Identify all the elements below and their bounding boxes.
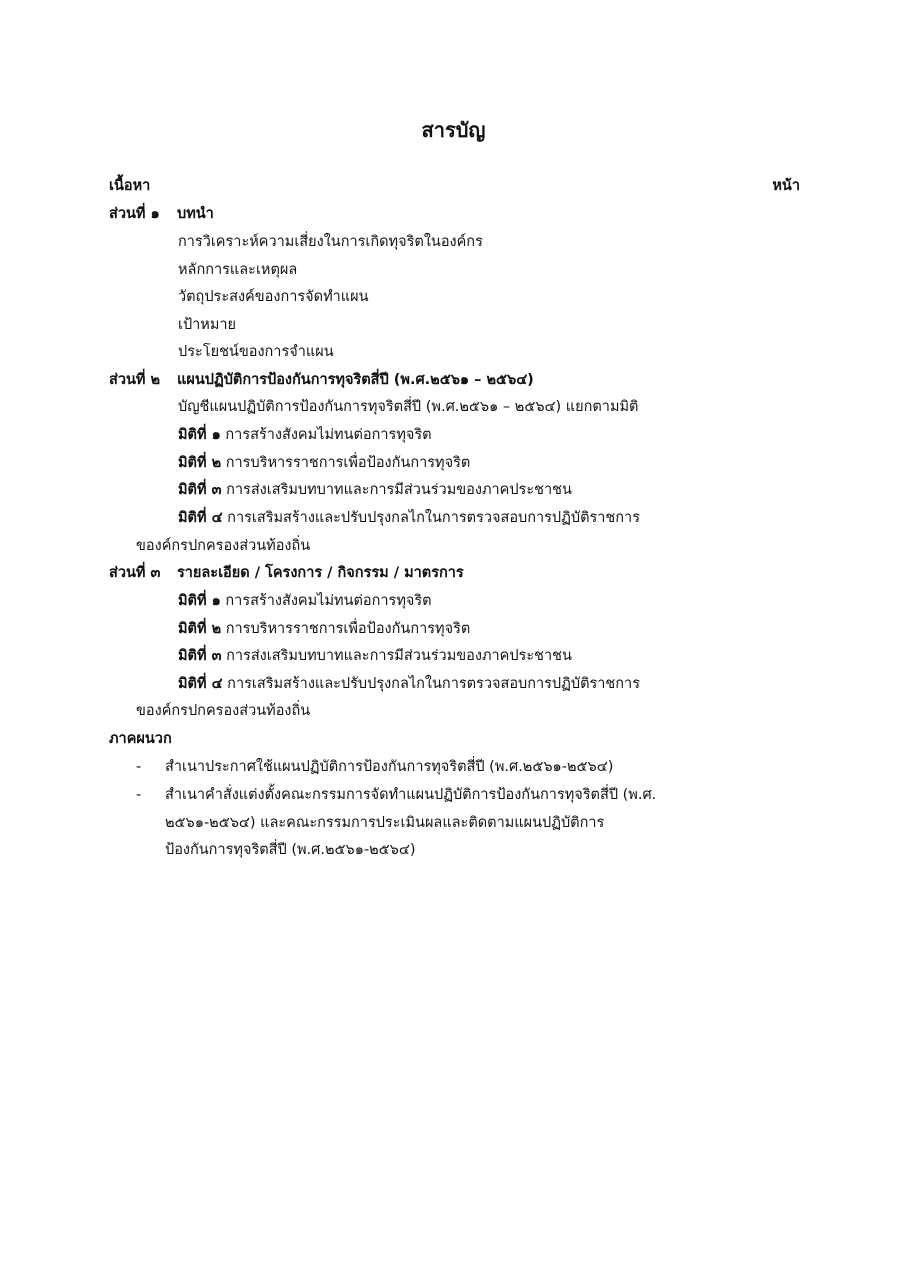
- dimension-text: การส่งเสริมบทบาทและการมีส่วนร่วมของภาคประชาชน: [226, 482, 572, 498]
- part3-title: รายละเอียด / โครงการ / กิจกรรม / มาตรการ: [177, 565, 464, 581]
- appendix-item-line: สำเนาคำสั่งแต่งตั้งคณะกรรมการจัดทำแผนปฏิบัติการป้องกันการทุจริตสี่ปี (พ.ศ.: [165, 787, 657, 803]
- dimension-label: มิติที่ ๔: [178, 676, 223, 692]
- dimension-text: การสร้างสังคมไม่ทนต่อการทุจริต: [225, 593, 432, 609]
- appendix-item: สำเนาประกาศใช้แผนปฏิบัติการป้องกันการทุจริตสี่ปี (พ.ศ.๒๕๖๑-๒๕๖๔): [165, 759, 614, 775]
- part3-dimension: [178, 589, 432, 613]
- part2-dimension: [178, 423, 432, 447]
- appendix-bullet: -: [136, 787, 142, 803]
- dimension-text: การส่งเสริมบทบาทและการมีส่วนร่วมของภาคประชาชน: [226, 648, 572, 664]
- part1-title: บทนำ: [177, 206, 214, 222]
- part3-dimension-continuation: ของค์กรปกครองส่วนท้องถิ่น: [136, 703, 311, 719]
- dimension-label: มิติที่ ๑: [178, 427, 221, 443]
- dimension-label: มิติที่ ๓: [178, 482, 222, 498]
- part2-title: แผนปฏิบัติการป้องกันการทุจริตสี่ปี (พ.ศ.๒๕๖๑ – ๒๕๖๔): [177, 372, 534, 388]
- part2-label: ส่วนที่ ๒: [109, 372, 161, 388]
- appendix-item-line: ๒๕๖๑-๒๕๖๔) และคณะกรรมการประเมินผลและติดตามแผนปฏิบัติการ: [165, 815, 605, 831]
- dimension-text: การบริหารราชการเพื่อป้องกันการทุจริต: [225, 621, 471, 637]
- part1-label: ส่วนที่ ๑: [109, 206, 160, 222]
- part2-dimension: [178, 451, 470, 475]
- part2-heading: [109, 368, 534, 392]
- part1-item: วัตถุประสงค์ของการจัดทำแผน: [178, 289, 369, 305]
- dimension-text: การบริหารราชการเพื่อป้องกันการทุจริต: [225, 455, 471, 471]
- dimension-text: การเสริมสร้างและปรับปรุงกลไกในการตรวจสอบการปฏิบัติราชการ: [227, 510, 640, 526]
- appendix-item-line: ป้องกันการทุจริตสี่ปี (พ.ศ.๒๕๖๑-๒๕๖๔): [165, 842, 416, 858]
- dimension-label: มิติที่ ๑: [178, 593, 221, 609]
- dimension-label: มิติที่ ๔: [178, 510, 223, 526]
- dimension-label: มิติที่ ๒: [178, 455, 222, 471]
- part3-dimension: [178, 672, 640, 696]
- part1-item: หลักการและเหตุผล: [178, 262, 298, 278]
- dimension-text: การสร้างสังคมไม่ทนต่อการทุจริต: [225, 427, 432, 443]
- part3-label: ส่วนที่ ๓: [109, 565, 161, 581]
- part2-dimension-continuation: ของค์กรปกครองส่วนท้องถิ่น: [136, 538, 311, 554]
- dimension-label: มิติที่ ๒: [178, 621, 222, 637]
- part1-item: เป้าหมาย: [178, 317, 237, 333]
- page-column-header: หน้า: [772, 178, 800, 194]
- appendix-bullet: -: [136, 759, 142, 775]
- part3-dimension: [178, 617, 470, 641]
- part1-item: ประโยชน์ของการจำแผน: [178, 344, 334, 360]
- part3-heading: [109, 561, 464, 585]
- dimension-text: การเสริมสร้างและปรับปรุงกลไกในการตรวจสอบการปฏิบัติราชการ: [227, 676, 640, 692]
- part2-dimension: [178, 506, 640, 530]
- page-title: สารบัญ: [421, 118, 486, 142]
- part2-intro: บัญชีแผนปฏิบัติการป้องกันการทุจริตสี่ปี (พ.ศ.๒๕๖๑ – ๒๕๖๔) แยกตามมิติ: [178, 399, 639, 415]
- part3-dimension: [178, 644, 572, 668]
- content-column-header: เนื้อหา: [109, 178, 151, 194]
- dimension-label: มิติที่ ๓: [178, 648, 222, 664]
- appendix-heading: ภาคผนวก: [109, 731, 172, 747]
- part1-heading: [109, 202, 214, 226]
- part2-dimension: [178, 478, 572, 502]
- part1-item: การวิเคราะห์ความเสี่ยงในการเกิดทุจริตในองค์กร: [178, 234, 483, 250]
